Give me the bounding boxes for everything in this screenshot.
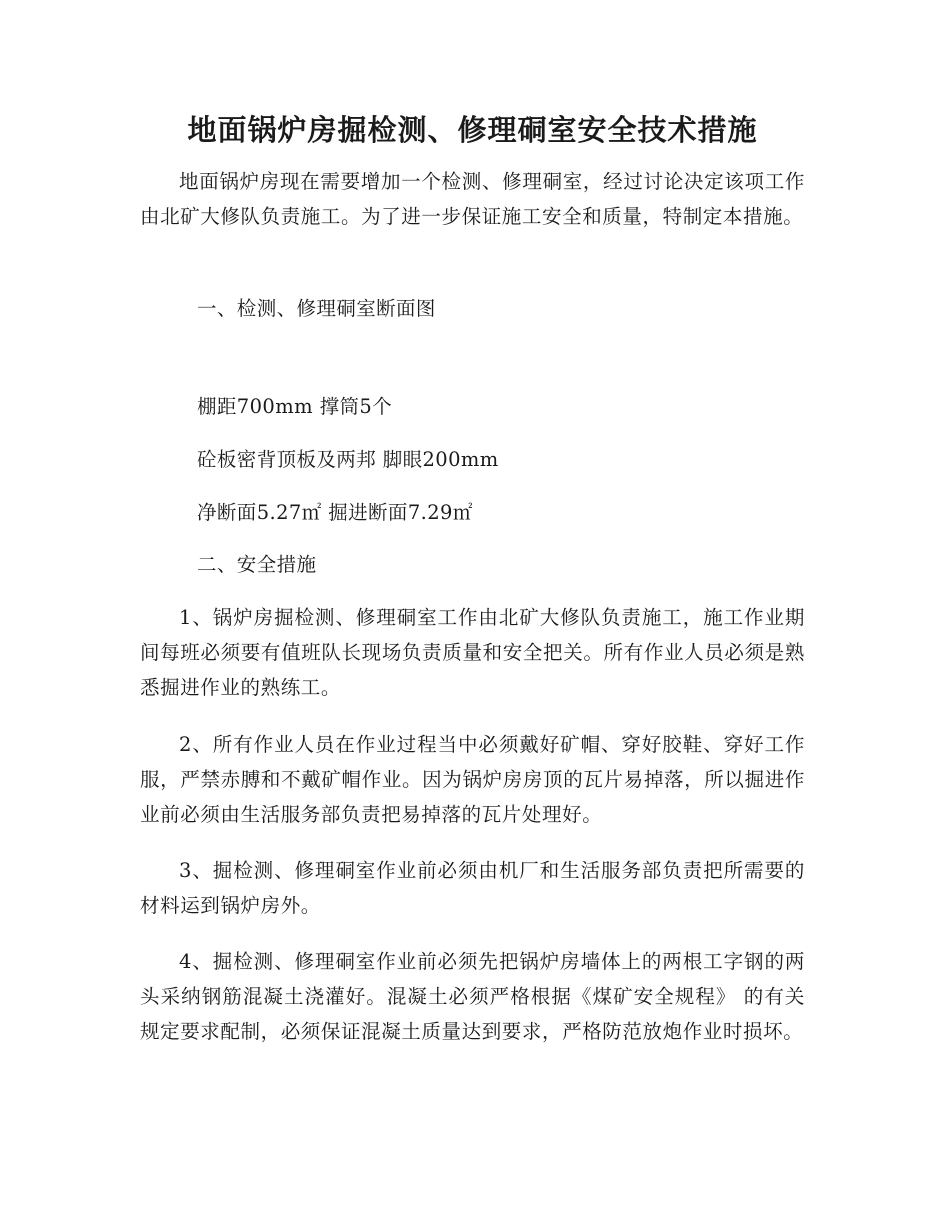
spec-line-section-area: 净断面5.27㎡ 掘进断面7.29㎡ bbox=[197, 501, 473, 524]
spec-line-lagging: 砼板密背顶板及两邦 脚眼200mm bbox=[197, 448, 499, 471]
document-title: 地面锅炉房掘检测、修理硐室安全技术措施 bbox=[187, 113, 758, 147]
intro-paragraph: 地面锅炉房现在需要增加一个检测、修理硐室，经过讨论决定该项工作由北矿大修队负责施工。为了进一步保证施工安全和质量，特制定本措施。 bbox=[140, 170, 805, 228]
safety-item-1: 1、锅炉房掘检测、修理硐室工作由北矿大修队负责施工，施工作业期间每班必须要有值班队长现场负责质量和安全把关。所有作业人员必须是熟悉掘进作业的熟练工。 bbox=[140, 606, 805, 699]
section-heading-safety: 二、安全措施 bbox=[197, 553, 317, 576]
spec-line-spacing: 棚距700mm 撑筒5个 bbox=[197, 395, 393, 418]
safety-item-3: 3、掘检测、修理硐室作业前必须由机厂和生活服务部负责把所需要的材料运到锅炉房外。 bbox=[140, 859, 805, 917]
safety-item-4: 4、掘检测、修理硐室作业前必须先把锅炉房墙体上的两根工字钢的两头采纳钢筋混凝土浇灌好。混凝土必须严格根据《煤矿安全规程》 的有关规定要求配制，必须保证混凝土质量达到要求，严格防范放炮作业时损坏。 bbox=[140, 950, 805, 1043]
section-heading-cross-section: 一、检测、修理硐室断面图 bbox=[197, 297, 436, 320]
safety-item-2: 2、所有作业人员在作业过程当中必须戴好矿帽、穿好胶鞋、穿好工作服，严禁赤膊和不戴矿帽作业。因为锅炉房房顶的瓦片易掉落，所以掘进作业前必须由生活服务部负责把易掉落的瓦片处理好。 bbox=[140, 733, 805, 826]
